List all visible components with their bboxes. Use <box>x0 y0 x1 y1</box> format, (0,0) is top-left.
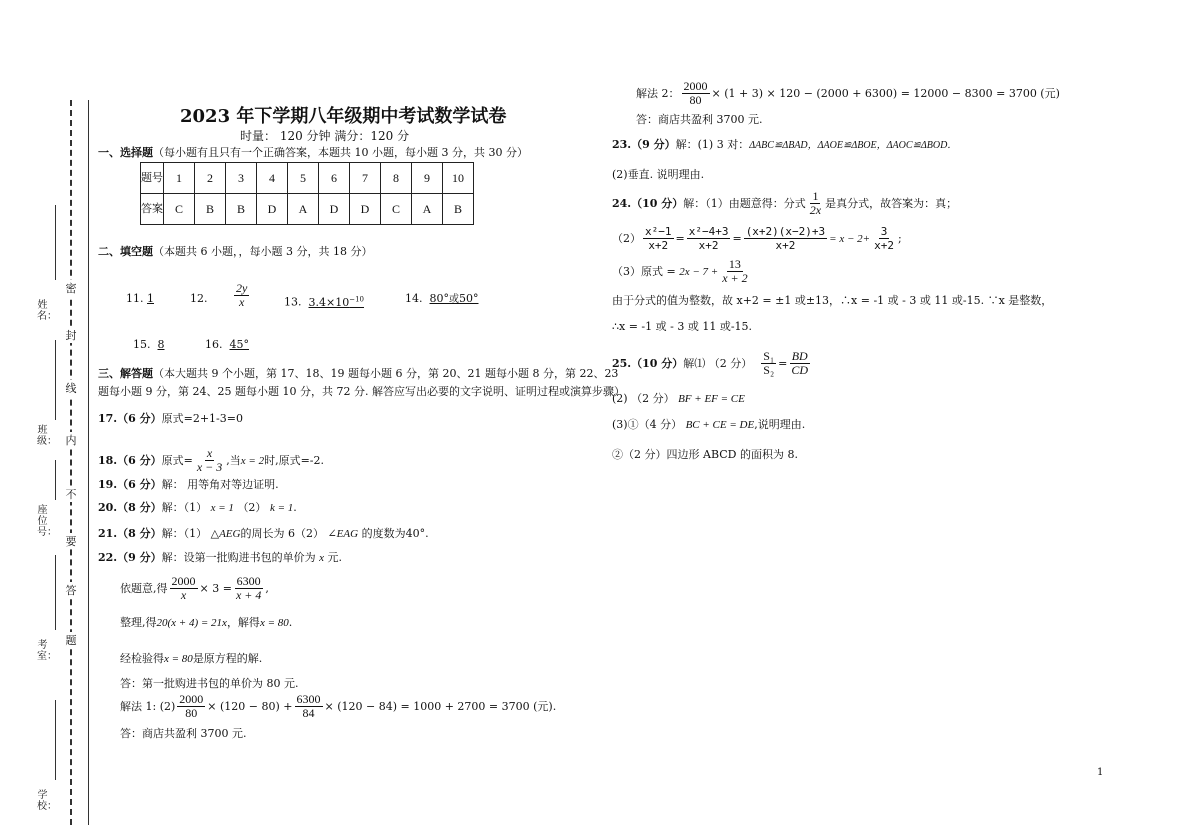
q-math: x = 80 <box>164 653 193 665</box>
q-text: 元. <box>327 551 343 564</box>
question-number: 10 <box>443 163 474 194</box>
frac-num: 3 <box>880 225 888 238</box>
answer-14 <box>405 292 479 307</box>
answer-cell: C <box>164 194 195 225</box>
seal-char: 不 <box>65 488 77 501</box>
page-number: 1 <box>1097 767 1104 778</box>
q-text: 是真分式，故答案为：真； <box>825 196 958 210</box>
answer-cell: A <box>412 194 443 225</box>
answer-15 <box>133 338 165 352</box>
q-label: 20.（8 分） <box>98 501 162 514</box>
frac-den: 2x <box>809 203 822 217</box>
fraction <box>872 225 896 252</box>
seal-char: 密 <box>65 282 77 295</box>
seal-char: 要 <box>65 535 77 548</box>
section3-header <box>98 367 618 381</box>
q-number: 11. <box>126 292 144 305</box>
q22-solution2 <box>636 80 1060 107</box>
or-word: 或 <box>449 294 459 305</box>
answer-25-part3 <box>612 418 805 432</box>
q-text: , <box>265 581 269 595</box>
frac-den: 80 <box>185 706 198 720</box>
q22-line5 <box>120 693 556 720</box>
q-number: 16. <box>205 338 223 351</box>
q-number: 15. <box>133 338 151 351</box>
mantissa: 3.4×10 <box>308 295 350 309</box>
question-number: 5 <box>288 163 319 194</box>
q-math: ∠EAG <box>327 528 359 540</box>
fraction <box>687 225 731 252</box>
q-text: 的周长为 6（2） <box>240 527 324 540</box>
q-text: ②（2 分） <box>612 448 667 461</box>
question-number: 2 <box>195 163 226 194</box>
room-field-label: 考室： <box>37 640 57 662</box>
frac-num: 13 <box>728 257 741 271</box>
answer-12 <box>190 292 208 306</box>
row-label: 题号 <box>141 163 164 194</box>
frac-num: 1 <box>812 189 819 203</box>
frac-num: 6300 <box>296 692 321 706</box>
answer-cell: D <box>319 194 350 225</box>
value-b: 50° <box>459 292 479 305</box>
seal-char: 封 <box>65 329 77 342</box>
name-field-label: 姓名： <box>37 300 57 322</box>
question-number: 1 <box>164 163 195 194</box>
q-answer: 45° <box>229 338 249 351</box>
q-text: ,说明理由. <box>754 418 806 431</box>
q-label: 21.（8 分） <box>98 527 162 540</box>
q-math: ΔABC≌ΔBAD，ΔAOE≌ΔBOE，ΔAOC≌ΔBOD． <box>749 140 958 151</box>
answer-17 <box>98 412 243 426</box>
frac-num: x <box>206 446 213 460</box>
answer-cell: B <box>226 194 257 225</box>
q-text: 解⑴ （2 分） <box>683 356 753 370</box>
answer-23 <box>612 138 957 153</box>
q-label: 24.（10 分） <box>612 196 684 210</box>
question-number: 8 <box>381 163 412 194</box>
q-text: （2） <box>612 231 641 245</box>
school-field-label: 学校： <box>37 790 57 812</box>
frac-num: 2000 <box>683 79 708 93</box>
answer-25 <box>612 350 812 377</box>
q-text: （2） <box>237 501 267 514</box>
q-text: ,当 <box>226 453 241 467</box>
answer-25-part4 <box>612 448 798 462</box>
q-text: 解：（1） <box>161 527 208 540</box>
q-text: 解法 1: (2) <box>120 699 176 713</box>
fraction <box>789 350 810 377</box>
q-math: x = 80 <box>259 617 289 629</box>
frac-den: x+2 <box>775 239 796 252</box>
q-answer: 8 <box>157 338 165 351</box>
frac-num: 2000 <box>179 692 204 706</box>
answer-20 <box>98 501 297 515</box>
fraction <box>720 258 749 285</box>
q22-line6: 答：商店共盈利 3700 元. <box>120 727 247 740</box>
q-text: 的度数为 <box>361 527 406 540</box>
q-text: (3)①（4 分） <box>612 418 683 431</box>
class-line <box>55 340 56 420</box>
q-text: (2) （2 分） <box>612 392 675 405</box>
q-math: 40° <box>405 527 426 540</box>
seal-char: 内 <box>65 434 77 447</box>
seal-char: 答 <box>65 584 77 597</box>
q-text: . <box>425 527 429 540</box>
answer-24-part3 <box>612 258 752 285</box>
q-text: 解： 用等角对等边证明. <box>161 478 279 491</box>
seal-char: 线 <box>65 382 77 395</box>
q-math: BF + EF = CE <box>678 393 745 405</box>
row-label: 答案 <box>141 194 164 225</box>
answer-22 <box>98 551 342 565</box>
frac-den: x+2 <box>648 239 669 252</box>
fraction <box>295 693 323 720</box>
answer-24-part3-line3: ∴x = -1 或 - 3 或 11 或-15. <box>612 320 753 333</box>
q-text: 整理,得 <box>120 616 157 629</box>
answer-21 <box>98 527 429 541</box>
q-math: = x − 2+ <box>829 232 871 245</box>
q-text: × (1 + 3) × 120 − (2000 + 6300) = 12000 − 8300 = 3700 (元) <box>711 86 1060 100</box>
seat-line-top <box>55 460 56 500</box>
value-a: 80° <box>429 292 449 305</box>
q-number: 14. <box>405 292 423 305</box>
q-text: 解法 2： <box>636 86 680 100</box>
answer-19 <box>98 478 279 492</box>
fraction <box>643 225 674 252</box>
q-text: 解：设第一批购进书包的单价为 <box>161 551 316 564</box>
answer-cell: B <box>195 194 226 225</box>
q-label: 17.（6 分） <box>98 412 162 425</box>
frac-den: x + 2 <box>722 271 748 285</box>
page-title: 2023 年下学期八年级期中考试数学试卷 <box>180 106 507 127</box>
answer-11 <box>126 292 154 306</box>
frac-num: S₁ <box>763 349 775 363</box>
section3-heading: 三、解答题 <box>98 367 153 380</box>
answer-cell: D <box>257 194 288 225</box>
frac-den: x − 3 <box>196 460 223 474</box>
answer-cell: C <box>381 194 412 225</box>
fraction <box>744 225 827 252</box>
question-number: 9 <box>412 163 443 194</box>
frac-num: BD <box>791 349 808 363</box>
q-text: 原式= <box>161 453 193 467</box>
section3-note1: （本大题共 9 个小题，第 17、18、19 题每小题 6 分，第 20、21 题每小题 8 分，第 22、23 <box>153 367 619 380</box>
q22-answer2: 答：商店共盈利 3700 元. <box>636 113 763 126</box>
q-text: 原式=2+1-3=0 <box>161 412 243 425</box>
q-math: BC + CE = DE <box>685 419 755 431</box>
frac-den: CD <box>791 363 809 377</box>
section1-heading: 一、选择题 <box>98 146 153 159</box>
q-text: 四边形 ABCD 的面积为 8. <box>666 448 798 461</box>
q-answer <box>430 292 479 305</box>
answer-13 <box>284 292 364 310</box>
fraction <box>234 575 263 602</box>
frac-den: x+2 <box>874 239 894 252</box>
frac-den: 80 <box>689 93 702 107</box>
answer-18 <box>98 447 324 474</box>
q-text: . <box>288 616 293 629</box>
seat-line <box>55 555 56 630</box>
room-line <box>55 700 56 780</box>
question-number: 3 <box>226 163 257 194</box>
fraction <box>808 190 823 217</box>
q-text: 时,原式=-2. <box>264 453 325 467</box>
q-text: . <box>293 501 297 514</box>
q22-line2 <box>120 616 292 630</box>
frac-den: x <box>239 295 245 309</box>
time-info: 时量： 120 分钟 满分：120 分 <box>240 129 410 143</box>
name-line <box>55 205 56 280</box>
frac-num: 6300 <box>236 574 261 588</box>
frac-den: x+2 <box>698 239 719 252</box>
frac-num: x²−4+3 <box>688 225 729 238</box>
answer-24-part2 <box>612 225 902 252</box>
answer-23-part2: (2)垂直. 说明理由. <box>612 168 705 181</box>
question-number: 7 <box>350 163 381 194</box>
q22-line3 <box>120 652 262 666</box>
q-label: 22.（9 分） <box>98 551 162 564</box>
exponent: −10 <box>349 295 364 303</box>
q-math: x <box>319 552 325 564</box>
q-text: ，解得 <box>226 616 260 629</box>
q-math: x = 2 <box>240 454 265 467</box>
frac-num: 2000 <box>171 574 196 588</box>
frac-den: x + 4 <box>235 588 262 602</box>
section2-header <box>98 245 372 259</box>
q-number: 12. <box>190 292 208 305</box>
answer-table <box>140 162 474 225</box>
frac-den: S₂ <box>763 363 775 377</box>
q-number: 13. <box>284 295 302 309</box>
class-field-label: 班级： <box>37 425 57 447</box>
fraction <box>195 447 224 474</box>
q-label: 25.（10 分） <box>612 356 684 370</box>
answer-cell: A <box>288 194 319 225</box>
q-label: 23.（9 分） <box>612 138 676 151</box>
section1-header <box>98 146 528 160</box>
equals-sign: = <box>732 231 742 245</box>
q-answer: 1 <box>147 292 154 305</box>
q-text: 经检验得 <box>120 652 164 665</box>
question-number: 4 <box>257 163 288 194</box>
q-text: × 3 = <box>199 581 232 595</box>
fraction <box>682 80 710 107</box>
seal-dashed-line <box>70 100 72 825</box>
section3-note2: 题每小题 9 分，第 24、25 题每小题 10 分，共 72 分. 解答应写出必要的文字说明、证明过程或演算步骤） <box>98 385 625 398</box>
table-row <box>141 194 474 225</box>
frac-num: x²−1 <box>645 225 672 238</box>
fraction <box>170 575 198 602</box>
q-answer <box>309 296 365 309</box>
q-text: ; <box>897 231 902 245</box>
q22-line4: 答：第一批购进书包的单价为 80 元. <box>120 677 299 690</box>
answer-24-part3-line2: 由于分式的值为整数，故 x+2 = ±1 或±13，∴x = -1 或 - 3 或 11 或-15. ∵x 是整数， <box>612 294 1053 307</box>
table-row <box>141 163 474 194</box>
q-text: 解：（1） <box>161 501 208 514</box>
q-math: x = 1 <box>210 502 234 514</box>
section1-note: （每小题有且只有一个正确答案，本题共 10 小题，每小题 3 分，共 30 分） <box>153 146 528 159</box>
q-text: 解：（1）由题意得：分式 <box>683 196 806 210</box>
q-label: 18.（6 分） <box>98 453 162 467</box>
seal-solid-line <box>88 100 89 825</box>
q-text: （3）原式 = <box>612 264 676 278</box>
frac-num: (x+2)(x−2)+3 <box>745 225 826 238</box>
equals-sign: = <box>675 231 685 245</box>
answer-24 <box>612 190 957 217</box>
section2-note: （本题共 6 小题，，每小题 3 分，共 18 分） <box>153 245 373 258</box>
fraction <box>761 350 776 377</box>
answer-cell: D <box>350 194 381 225</box>
q-text: × (120 − 80) + <box>207 699 293 713</box>
fraction <box>177 693 205 720</box>
q-text: 是原方程的解. <box>192 652 263 665</box>
q22-line1 <box>120 575 269 602</box>
answer-25-part2 <box>612 392 745 406</box>
q-math: 2x − 7 + <box>679 265 719 278</box>
q-text: 依题意,得 <box>120 581 168 595</box>
seal-char: 题 <box>65 634 77 647</box>
question-number: 6 <box>319 163 350 194</box>
q-math: △AEG <box>210 528 241 540</box>
answer-16 <box>205 338 249 352</box>
frac-num: 2y <box>236 281 248 295</box>
q-text: = <box>778 356 788 370</box>
frac-den: x <box>180 588 187 602</box>
q-label: 19.（6 分） <box>98 478 162 491</box>
q-math: k = 1 <box>269 502 294 514</box>
q-math: 20(x + 4) = 21x <box>156 617 227 629</box>
frac-den: 84 <box>302 706 315 720</box>
q-text: × (120 − 84) = 1000 + 2700 = 3700 (元). <box>324 699 557 713</box>
answer-12-fraction <box>232 282 251 309</box>
section2-heading: 二、填空题 <box>98 245 153 258</box>
q-text: 解：(1) 3 对： <box>675 138 750 151</box>
answer-cell: B <box>443 194 474 225</box>
seat-field-label: 座位号： <box>37 505 57 538</box>
